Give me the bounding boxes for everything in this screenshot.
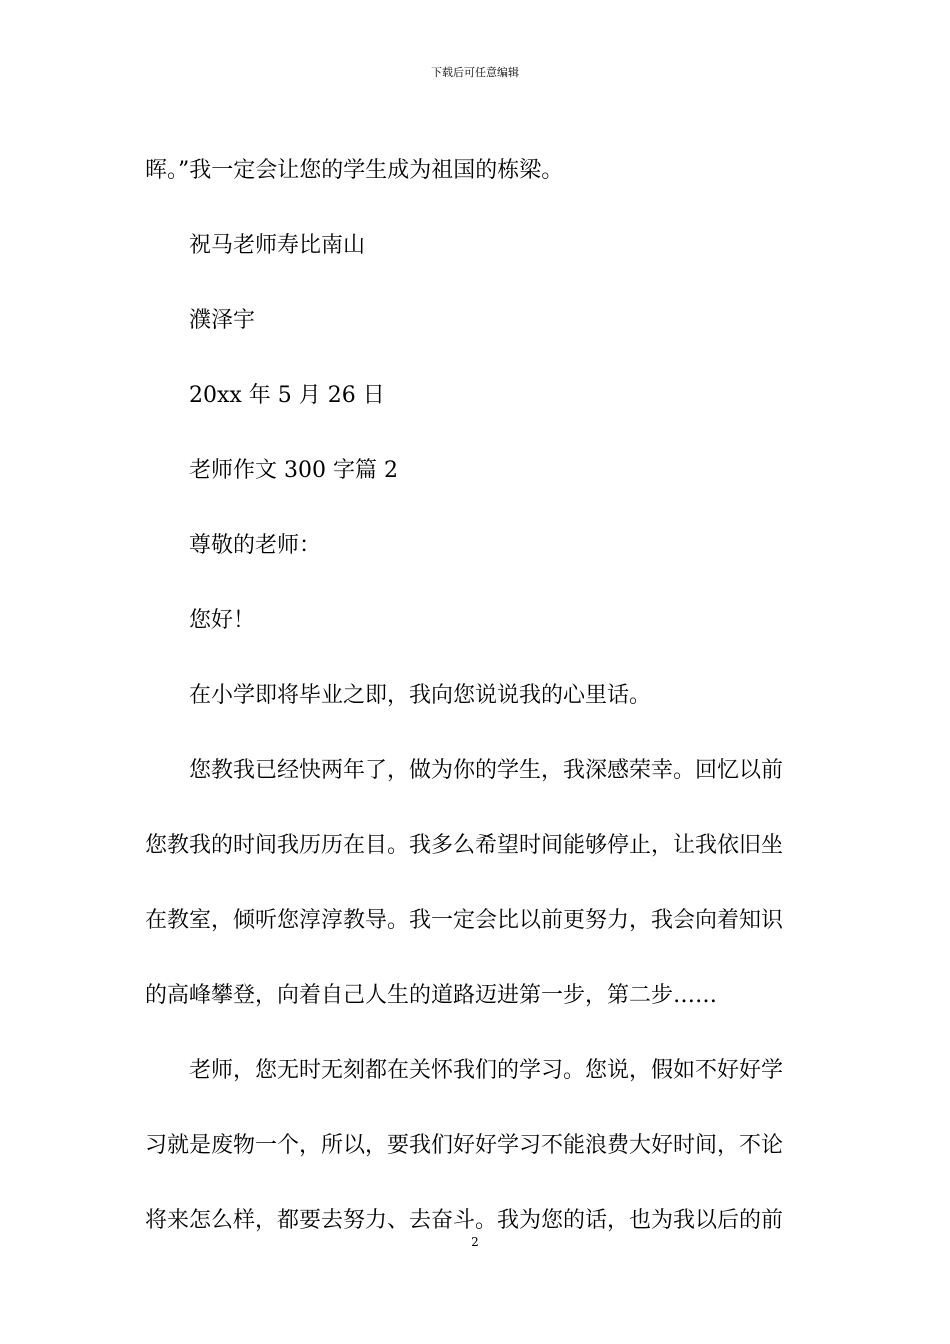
text-line: 祝马老师寿比南山 [189, 233, 366, 258]
paragraph-3 [145, 283, 807, 358]
paragraph-8 [145, 658, 807, 733]
text-line: 将来怎么样，都要去努力、去奋斗。我为您的话，也为我以后的前 [145, 1208, 784, 1233]
text-line: 老师作文 300 字篇 2 [189, 458, 398, 483]
paragraph-7 [145, 583, 807, 658]
paragraph-10 [145, 1033, 807, 1258]
text-line: 20xx 年 5 月 26 日 [189, 383, 385, 408]
text-line: 您教我的时间我历历在目。我多么希望时间能够停止，让我依旧坐 [145, 833, 784, 858]
paragraph-6 [145, 508, 807, 583]
paragraph-5 [145, 433, 807, 508]
page-header: 下载后可任意编辑 [431, 66, 519, 79]
text-line: 您好！ [189, 608, 256, 633]
text-line: 您教我已经快两年了，做为你的学生，我深感荣幸。回忆以前 [189, 758, 784, 783]
paragraph-2 [145, 208, 807, 283]
paragraph-1 [145, 133, 807, 208]
paragraph-4 [145, 358, 807, 433]
text-line: 老师，您无时无刻都在关怀我们的学习。您说，假如不好好学 [189, 1058, 784, 1083]
text-line: 的高峰攀登，向着自己人生的道路迈进第一步，第二步…… [145, 983, 718, 1008]
paragraph-9 [145, 733, 807, 1033]
text-line: 晖。”我一定会让您的学生成为祖国的栋梁。 [145, 158, 564, 183]
page-number: 2 [471, 1235, 479, 1249]
document-body [145, 133, 807, 1258]
text-line: 濮泽宇 [189, 308, 256, 333]
text-line: 尊敬的老师： [189, 533, 322, 558]
text-line: 习就是废物一个，所以，要我们好好学习不能浪费大好时间，不论 [145, 1133, 784, 1158]
text-line: 在教室，倾听您淳淳教导。我一定会比以前更努力，我会向着知识 [145, 908, 784, 933]
text-line: 在小学即将毕业之即，我向您说说我的心里话。 [189, 683, 652, 708]
